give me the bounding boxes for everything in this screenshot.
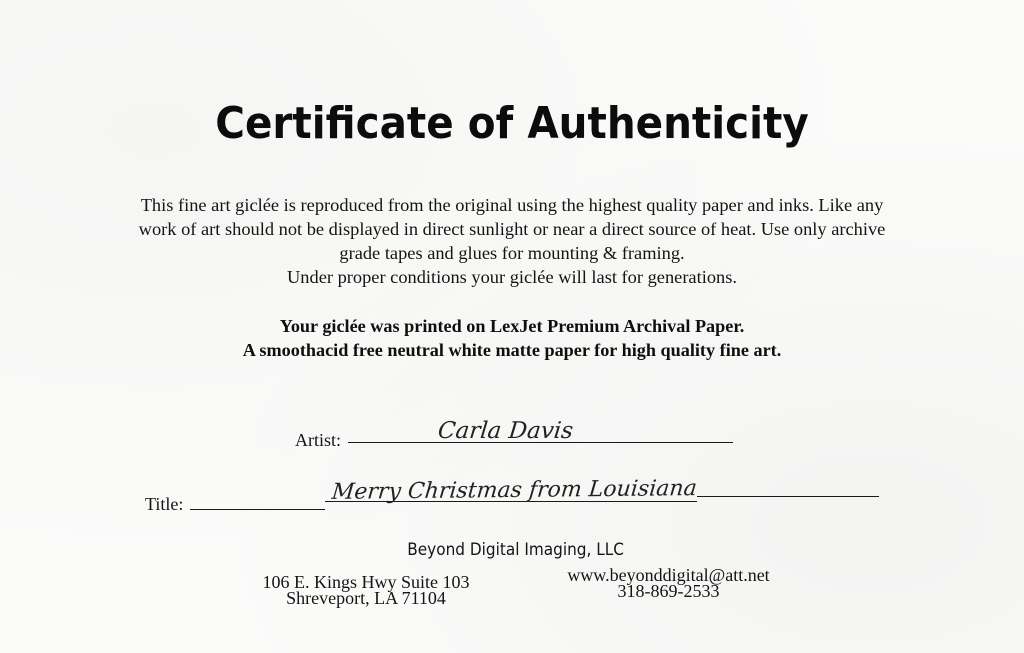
certificate-title: Certificate of Authenticity: [215, 98, 809, 149]
body-line: This fine art giclée is reproduced from the original using the highest quality paper and inks. Like any: [140, 195, 884, 215]
body-line: Under proper conditions your giclée will last for generations.: [287, 267, 737, 287]
address-street: 106 E. Kings Hwy Suite 103: [262, 572, 470, 592]
address-block: [255, 574, 477, 606]
artist-label: Artist:: [295, 430, 342, 450]
title-label: Title:: [145, 494, 184, 514]
website-text: www.beyonddigital@att.net: [567, 565, 770, 585]
company-name: Beyond Digital Imaging, LLC: [407, 540, 624, 560]
phone-text: 318-869-2533: [617, 581, 720, 601]
paper-info-line: A smoothacid free neutral white matte paper for high quality fine art.: [242, 340, 782, 360]
artwork-title: Merry Christmas from Louisiana: [330, 476, 698, 505]
title-line-left: [190, 509, 325, 510]
paper-info: [110, 314, 914, 362]
contact-block: [561, 567, 776, 599]
title-line-right: [697, 496, 879, 497]
address-city: Shreveport, LA 71104: [286, 588, 446, 608]
body-line: work of art should not be displayed in direct sunlight or near a direct source of heat. Use only archive: [138, 219, 886, 239]
body-line: grade tapes and glues for mounting & framing.: [339, 243, 685, 263]
artist-signature: Carla Davis: [436, 418, 575, 444]
paper-info-line: Your giclée was printed on LexJet Premium Archival Paper.: [279, 316, 745, 336]
certificate-body: [110, 193, 914, 289]
